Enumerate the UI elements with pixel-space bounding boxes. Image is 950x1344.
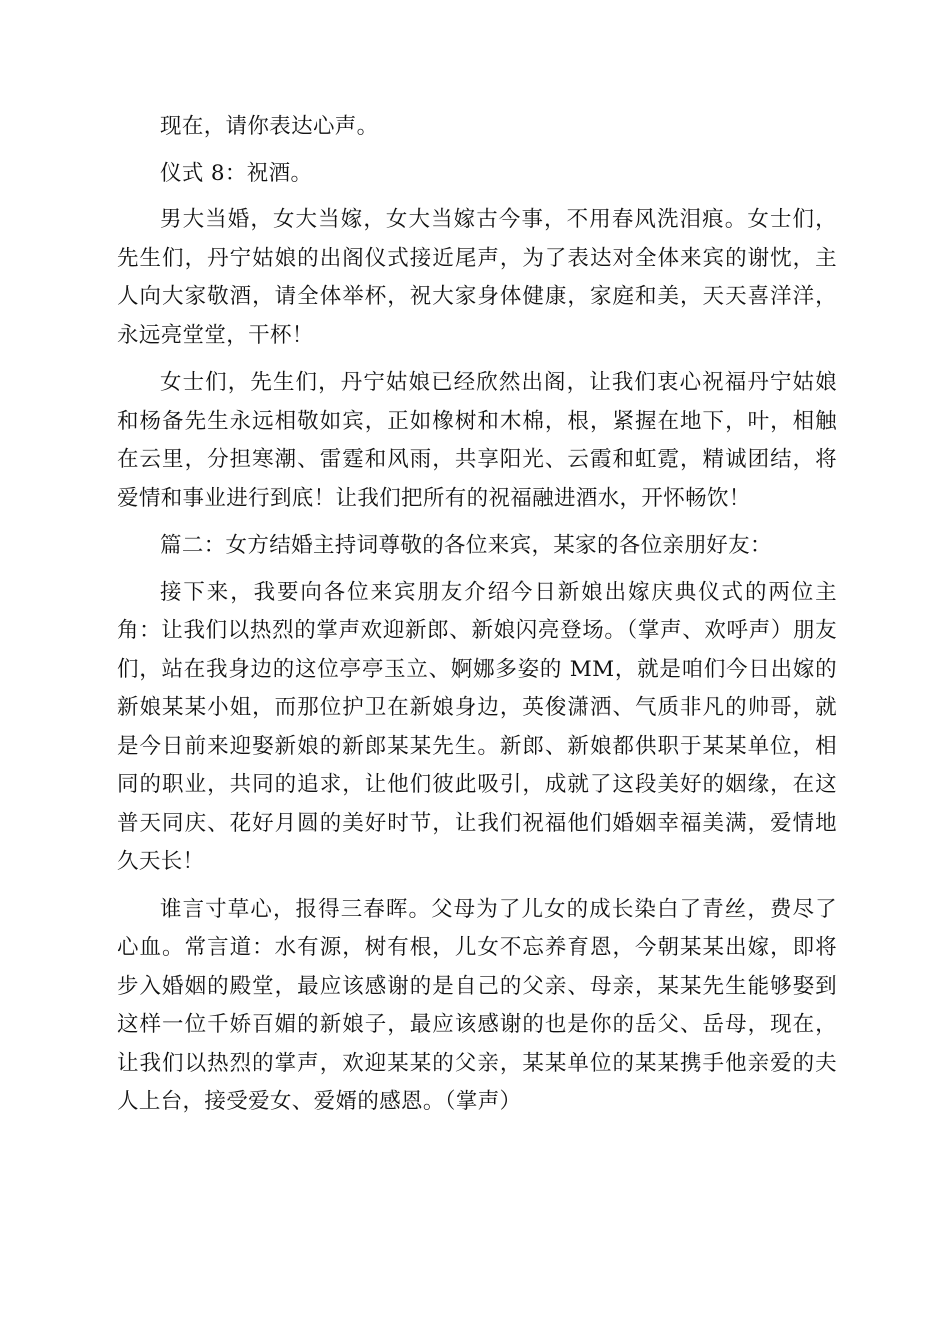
paragraph-introduce-couple: 接下来，我要向各位来宾朋友介绍今日新娘出嫁庆典仪式的两位主角：让我们以热烈的掌声欢迎新郎、新娘闪亮登场。（掌声、欢呼声）朋友们，站在我身边的这位亭亭玉立、婀娜多姿的 MM，就是咱们今日出嫁的新娘某某小姐，而那位护卫在新娘身边，英俊潇洒、气质非凡的帅哥，就是今日前来迎娶新娘的新郎某某先生。新郎、新娘都供职于某某单位，相同的职业，共同的追求，让他们彼此吸引，成就了这段美好的姻缘，在这普天同庆、花好月圆的美好时节，让我们祝福他们婚姻幸福美满，爱情地久天长！ [117,579,837,874]
document-body [117,108,837,1131]
paragraph-ceremony-8-toast: 仪式 8：祝酒。 [160,160,313,186]
paragraph-part-two-heading: 篇二：女方结婚主持词尊敬的各位来宾，某家的各位亲朋好友： [160,533,772,558]
paragraph-thank-parents: 谁言寸草心，报得三春晖。父母为了儿女的成长染白了青丝，费尽了心血。常言道：水有源，树有根，儿女不忘养育恩，今朝某某出嫁，即将步入婚姻的殿堂，最应该感谢的是自己的父亲、母亲，某某先生能够娶到这样一位千娇百媚的新娘子，最应该感谢的也是你的岳父、岳母，现在，让我们以热烈的掌声，欢迎某某的父亲，某某单位的某某携手他亲爱的夫人上台，接受爱女、爱婿的感恩。（掌声） [117,896,837,1114]
paragraph-blessing: 女士们，先生们，丹宁姑娘已经欣然出阁，让我们衷心祝福丹宁姑娘和杨备先生永远相敬如宾，正如橡树和木棉，根，紧握在地下，叶，相触在云里，分担寒潮、雷霆和风雨，共享阳光、云霞和虹霓，精诚团结，将爱情和事业进行到底！让我们把所有的祝福融进酒水，开怀畅饮！ [117,370,837,511]
paragraph-toast-speech: 男大当婚，女大当嫁，女大当嫁古今事，不用春风洗泪痕。女士们，先生们，丹宁姑娘的出阁仪式接近尾声，为了表达对全体来宾的谢忱，主人向大家敬酒，请全体举杯，祝大家身体健康，家庭和美，天天喜洋洋，永远亮堂堂，干杯！ [117,207,837,348]
paragraph-express-feelings: 现在，请你表达心声。 [160,114,379,139]
